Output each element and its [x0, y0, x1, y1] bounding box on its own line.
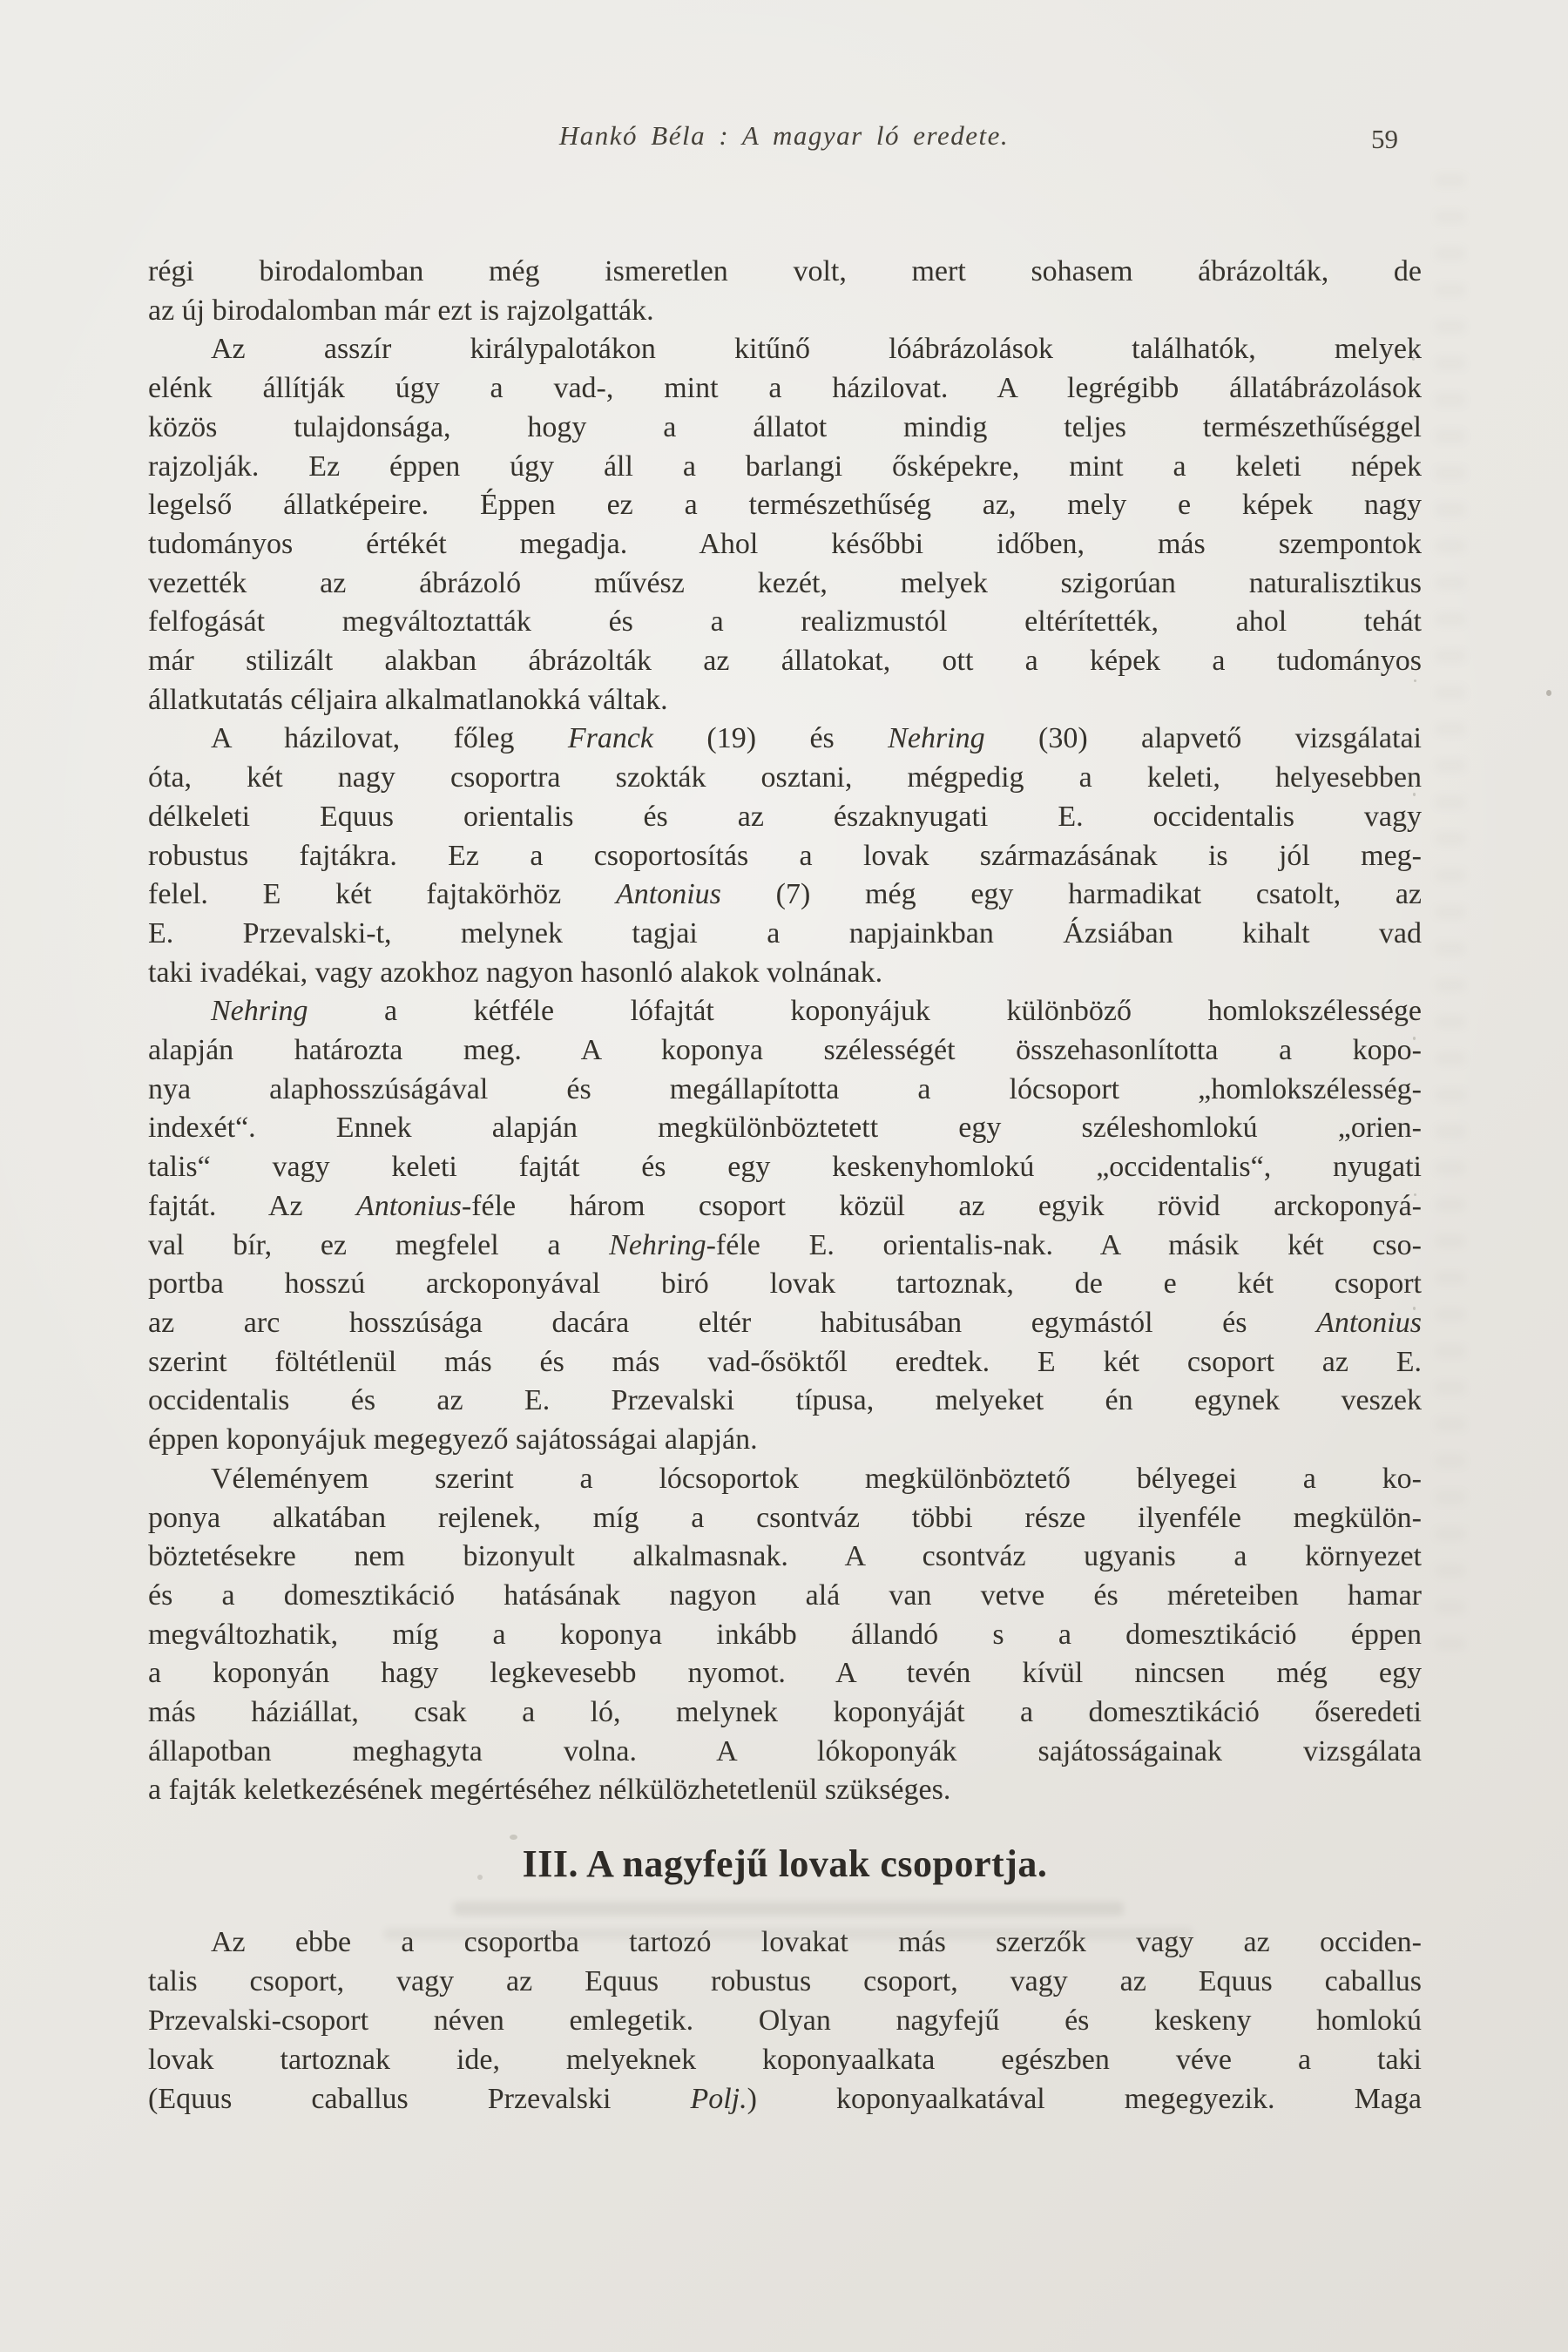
text-line [148, 1538, 1422, 1577]
text-segment: val bír, ez megfelel a [148, 1228, 610, 1261]
ink-speck [1546, 690, 1551, 696]
text-segment: alapján határozta meg. A koponya szélességét összehasonlította a kopo- [148, 1034, 1422, 1067]
text-segment: éppen koponyájuk megegyező sajátosságai alapján. [148, 1423, 758, 1456]
text-segment: délkeleti Equus orientalis és az északnyugati E. occidentalis vagy [148, 800, 1422, 833]
italic-text-segment: Nehring [888, 722, 985, 755]
text-line [148, 2040, 1422, 2079]
text-line [148, 1654, 1422, 1693]
text-segment: Przevalski-csoport néven emlegetik. Olyan nagyfejű és keskeny homlokú [148, 2004, 1422, 2037]
text-segment: (Equus caballus Przevalski [148, 2083, 691, 2115]
text-segment: a kétféle lófajtát koponyájuk különböző homlokszélessége [308, 995, 1422, 1028]
text-line [148, 798, 1422, 837]
text-segment: más háziállat, csak a ló, melynek koponyáját a domesztikáció őseredeti [148, 1696, 1422, 1729]
text-segment: elénk állítják úgy a vad-, mint a házilovat. A legrégibb állatábrázolások [148, 372, 1422, 405]
italic-text-segment: Franck [567, 722, 654, 755]
text-line [148, 1693, 1422, 1733]
text-segment: közös tulajdonsága, hogy a állatot mindig teljes természethűséggel [148, 410, 1422, 443]
text-line [148, 954, 1422, 993]
text-segment: tudományos értékét megadja. Ahol későbbi időben, más szempontok [148, 527, 1422, 560]
text-line [148, 292, 1422, 331]
text-segment: a fajták keletkezésének megértéséhez nélkülözhetetlenül szükséges. [148, 1774, 951, 1807]
text-line [148, 525, 1422, 564]
text-line [148, 837, 1422, 876]
text-line [148, 253, 1422, 292]
text-line [148, 1499, 1422, 1538]
text-line [148, 1577, 1422, 1616]
body-text-block-2 [148, 1923, 1422, 2119]
text-segment: az arc hosszúsága dacára eltér habitusában egymástól és [148, 1306, 1317, 1339]
text-line [148, 1148, 1422, 1187]
text-segment: -féle E. orientalis-nak. A másik két cso- [706, 1228, 1422, 1261]
text-line [148, 1187, 1422, 1227]
text-segment: Véleményem szerint a lócsoportok megkülönböztető bélyegei a ko- [211, 1462, 1422, 1495]
text-segment: böztetésekre nem bizonyult alkalmasnak. A csontváz ugyanis a környezet [148, 1540, 1422, 1573]
text-segment: talis csoport, vagy az Equus robustus csoport, vagy az Equus caballus [148, 1965, 1422, 1997]
text-line [148, 1109, 1422, 1148]
text-segment: vezették az ábrázoló művész kezét, melyek szigorúan naturalisztikus [148, 566, 1422, 599]
text-line [148, 1071, 1422, 1110]
text-segment: rajzolják. Ez éppen úgy áll a barlangi ősképekre, mint a keleti népek [148, 449, 1422, 483]
text-segment: Az ebbe a csoportba tartozó lovakat más szerzők vagy az occiden- [211, 1926, 1422, 1958]
text-segment: nya alaphosszúságával és megállapította a lócsoport „homlokszélesség- [148, 1072, 1422, 1105]
text-line [148, 642, 1422, 681]
text-line [148, 1962, 1422, 2001]
text-segment: (19) és [653, 722, 889, 755]
text-segment: régi birodalomban még ismeretlen volt, mert sohasem ábrázolták, de [148, 255, 1422, 287]
text-segment: portba hosszú arckoponyával biró lovak tartoznak, de e két csoport [148, 1267, 1422, 1301]
text-segment: legelső állatképeire. Éppen ez a természethűség az, mely e képek nagy [148, 489, 1422, 522]
text-segment: fajtát. Az [148, 1189, 356, 1222]
section-heading: III. A nagyfejű lovak csoportja. [522, 1842, 1048, 1885]
text-line [148, 681, 1422, 720]
text-segment: Az asszír királypalotákon kitűnő lóábrázolások találhatók, melyek [211, 333, 1422, 366]
text-segment: -féle három csoport közül az egyik rövid arckoponyá- [461, 1189, 1422, 1222]
text-segment: lovak tartoznak ide, melyeknek koponyaalkata egészben véve a taki [148, 2044, 1422, 2076]
text-line [148, 1227, 1422, 1266]
text-segment: talis“ vagy keleti fajtát és egy keskenyhomlokú „occidentalis“, nyugati [148, 1151, 1422, 1184]
text-line [148, 2079, 1422, 2119]
text-segment: már stilizált alakban ábrázolták az állatokat, ott a képek a tudományos [148, 645, 1422, 678]
text-line [148, 1265, 1422, 1304]
show-through-mark [453, 1902, 1124, 1916]
text-line [148, 330, 1422, 369]
italic-text-segment: Nehring [211, 995, 308, 1028]
text-segment: megváltozhatik, míg a koponya inkább állandó s a domesztikáció éppen [148, 1618, 1422, 1651]
text-segment: taki ivadékai, vagy azokhoz nagyon hasonló alakok volnának. [148, 956, 883, 989]
italic-text-segment: Antonius [616, 878, 721, 911]
italic-text-segment: Antonius [1316, 1306, 1422, 1339]
text-segment: A házilovat, főleg [211, 722, 568, 755]
text-line [148, 1343, 1422, 1382]
text-line [148, 1031, 1422, 1071]
italic-text-segment: Nehring [609, 1228, 706, 1261]
text-segment: állapotban meghagyta volna. A lókoponyák sajátosságainak vizsgálata [148, 1734, 1422, 1767]
text-line [148, 875, 1422, 915]
text-segment: és a domesztikáció hatásának nagyon alá van vetve és méreteiben hamar [148, 1578, 1422, 1612]
text-segment: szerint föltétlenül más és más vad-ősöktől eredtek. E két csoport az E. [148, 1345, 1422, 1378]
text-line [148, 1304, 1422, 1343]
text-segment: óta, két nagy csoportra szokták osztani, mégpedig a keleti, helyesebben [148, 761, 1422, 794]
text-line [148, 1923, 1422, 1962]
text-segment: a koponyán hagy legkevesebb nyomot. A tevén kívül nincsen még egy [148, 1657, 1422, 1690]
text-segment: indexét“. Ennek alapján megkülönböztetett egy széleshomlokú „orien- [148, 1112, 1422, 1145]
text-line [148, 1771, 1422, 1810]
text-line [148, 915, 1422, 954]
text-line [148, 486, 1422, 525]
text-segment: felfogását megváltoztatták és a realizmustól eltérítették, ahol tehát [148, 605, 1422, 639]
text-segment: robustus fajtákra. Ez a csoportosítás a lovak származásának is jól meg- [148, 839, 1422, 872]
italic-text-segment: Antonius [355, 1189, 462, 1222]
text-segment: felel. E két fajtakörhöz [148, 878, 616, 911]
text-line [148, 992, 1422, 1031]
text-line [148, 720, 1422, 759]
text-line [148, 1616, 1422, 1655]
text-line [148, 409, 1422, 448]
text-segment: (7) még egy harmadikat csatolt, az [720, 878, 1423, 911]
text-segment: az új birodalomban már ezt is rajzolgatták. [148, 294, 654, 327]
text-segment: E. Przevalski-t, melynek tagjai a napjainkban Ázsiában kihalt vad [148, 916, 1422, 950]
text-line [148, 564, 1422, 604]
text-segment: ) koponyaalkatával megegyezik. Maga [747, 2083, 1422, 2115]
text-segment: állatkutatás céljaira alkalmatlanokká váltak. [148, 683, 668, 716]
text-line [148, 1733, 1422, 1772]
text-segment: (30) alapvető vizsgálatai [984, 722, 1422, 755]
text-line [148, 369, 1422, 409]
text-line [148, 1421, 1422, 1460]
text-line [148, 1382, 1422, 1421]
text-line [148, 759, 1422, 798]
text-segment: occidentalis és az E. Przevalski típusa, melyeket én egynek veszek [148, 1384, 1422, 1417]
italic-text-segment: Polj. [690, 2083, 747, 2115]
text-line [148, 2001, 1422, 2040]
running-header-title: Hankó Béla : A magyar ló eredete. [558, 120, 1010, 151]
text-line [148, 1460, 1422, 1499]
show-through-mark [1436, 174, 1465, 1655]
text-line [148, 603, 1422, 642]
text-segment: ponya alkatában rejlenek, míg a csontváz többi része ilyenféle megkülön- [148, 1501, 1422, 1534]
body-text-block-1 [148, 253, 1422, 1810]
page-number: 59 [1371, 124, 1398, 154]
text-line [148, 448, 1422, 487]
